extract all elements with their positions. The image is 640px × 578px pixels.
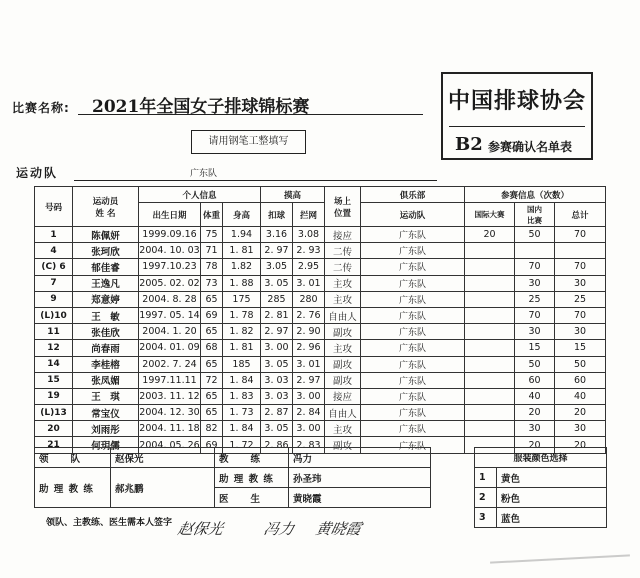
table-row xyxy=(35,421,606,437)
player-weight: 78 xyxy=(201,259,223,275)
player-weight: 82 xyxy=(201,421,223,437)
table-row xyxy=(35,356,606,372)
player-spike: 3. 05 xyxy=(261,275,293,291)
player-birth: 2004. 12. 30 xyxy=(139,405,201,421)
player-intl xyxy=(465,388,515,404)
player-position: 接应 xyxy=(325,388,361,404)
player-total: 20 xyxy=(555,437,606,453)
player-birth: 2003. 11. 12 xyxy=(139,388,201,404)
player-total: 15 xyxy=(555,340,606,356)
player-block: 2. 76 xyxy=(293,307,325,323)
signature-doctor: 黄晓霞 xyxy=(313,520,363,538)
doctor-label: 医 生 xyxy=(215,488,289,508)
player-number: 21 xyxy=(35,437,73,453)
header-athlete-line1: 运动员 xyxy=(92,196,119,207)
player-number: 15 xyxy=(35,372,73,388)
table-row xyxy=(35,291,606,307)
player-number: (L)13 xyxy=(35,405,73,421)
player-block: 2. 84 xyxy=(293,405,325,421)
leader-name: 赵保光 xyxy=(111,448,215,468)
header-number: 号码 xyxy=(35,187,73,227)
player-domestic: 20 xyxy=(515,437,555,453)
player-birth: 2004. 10. 03 xyxy=(139,243,201,259)
player-name: 常宝仪 xyxy=(73,405,139,421)
player-number: 4 xyxy=(35,243,73,259)
player-club: 广东队 xyxy=(361,227,465,243)
player-block: 2.95 xyxy=(293,259,325,275)
player-height: 1. 84 xyxy=(223,421,261,437)
competition-name: 2021年全国女子排球锦标赛 xyxy=(92,97,310,117)
player-height: 185 xyxy=(223,356,261,372)
player-birth: 1999.09.16 xyxy=(139,227,201,243)
player-intl xyxy=(465,356,515,372)
color-row xyxy=(475,488,607,508)
player-weight: 72 xyxy=(201,372,223,388)
staff-row xyxy=(35,448,431,468)
player-number: (C) 6 xyxy=(35,259,73,275)
player-block: 2. 96 xyxy=(293,340,325,356)
header-block: 拦网 xyxy=(293,203,325,227)
player-number: 20 xyxy=(35,421,73,437)
uniform-color-table xyxy=(474,447,607,528)
signature-leader: 赵保光 xyxy=(175,520,225,538)
player-birth: 1997.10.23 xyxy=(139,259,201,275)
player-intl xyxy=(465,372,515,388)
player-intl xyxy=(465,324,515,340)
header-personal: 个人信息 xyxy=(139,187,261,203)
player-birth: 2002. 7. 24 xyxy=(139,356,201,372)
player-spike: 3. 05 xyxy=(261,421,293,437)
header-weight: 体重 xyxy=(201,203,223,227)
player-position: 二传 xyxy=(325,243,361,259)
header-club-team: 运动队 xyxy=(361,203,465,227)
table-row xyxy=(35,372,606,388)
player-spike: 2. 97 xyxy=(261,324,293,340)
player-block: 3. 00 xyxy=(293,421,325,437)
player-position: 主攻 xyxy=(325,291,361,307)
player-height: 175 xyxy=(223,291,261,307)
player-intl xyxy=(465,421,515,437)
player-weight: 65 xyxy=(201,324,223,340)
player-club: 广东队 xyxy=(361,388,465,404)
player-name: 王 琪 xyxy=(73,388,139,404)
player-club: 广东队 xyxy=(361,307,465,323)
header-height: 身高 xyxy=(223,203,261,227)
player-weight: 65 xyxy=(201,405,223,421)
scan-artifact xyxy=(490,554,630,563)
player-block: 3. 01 xyxy=(293,275,325,291)
player-block: 2. 90 xyxy=(293,324,325,340)
player-position: 副攻 xyxy=(325,324,361,340)
player-intl: 20 xyxy=(465,227,515,243)
color-row xyxy=(475,468,607,488)
player-domestic: 50 xyxy=(515,227,555,243)
color-number: 2 xyxy=(475,488,497,508)
association-box xyxy=(441,72,593,160)
player-weight: 68 xyxy=(201,340,223,356)
player-name: 郑意婷 xyxy=(73,291,139,307)
player-height: 1.94 xyxy=(223,227,261,243)
player-position: 主攻 xyxy=(325,421,361,437)
color-row xyxy=(475,508,607,528)
player-domestic: 25 xyxy=(515,291,555,307)
player-name: 刘雨彤 xyxy=(73,421,139,437)
player-weight: 65 xyxy=(201,291,223,307)
player-height: 1.82 xyxy=(223,259,261,275)
player-height: 1. 73 xyxy=(223,405,261,421)
player-weight: 71 xyxy=(201,243,223,259)
table-row xyxy=(35,227,606,243)
header-domestic-line2: 比赛 xyxy=(527,215,543,225)
player-club: 广东队 xyxy=(361,340,465,356)
table-row xyxy=(35,259,606,275)
header-participation: 参赛信息（次数） xyxy=(465,187,606,203)
player-block: 280 xyxy=(293,291,325,307)
team-underline xyxy=(74,180,437,181)
color-value: 黄色 xyxy=(497,468,607,488)
table-row xyxy=(35,275,606,291)
player-club: 广东队 xyxy=(361,324,465,340)
player-intl xyxy=(465,307,515,323)
player-club: 广东队 xyxy=(361,437,465,453)
player-total xyxy=(555,243,606,259)
player-spike: 3. 05 xyxy=(261,356,293,372)
player-total: 60 xyxy=(555,372,606,388)
player-spike: 3.16 xyxy=(261,227,293,243)
player-club: 广东队 xyxy=(361,243,465,259)
player-block: 3. 01 xyxy=(293,356,325,372)
player-height: 1. 81 xyxy=(223,340,261,356)
color-value: 蓝色 xyxy=(497,508,607,528)
player-number: 12 xyxy=(35,340,73,356)
staff-table xyxy=(34,447,431,508)
player-height: 1. 84 xyxy=(223,372,261,388)
competition-underline xyxy=(78,114,423,115)
player-total: 30 xyxy=(555,324,606,340)
header-reach: 摸高 xyxy=(261,187,325,203)
player-domestic xyxy=(515,243,555,259)
player-club: 广东队 xyxy=(361,405,465,421)
player-total: 70 xyxy=(555,259,606,275)
player-total: 70 xyxy=(555,307,606,323)
form-title: 参赛确认名单表 xyxy=(488,140,573,154)
player-number: 19 xyxy=(35,388,73,404)
player-number: 9 xyxy=(35,291,73,307)
table-row xyxy=(35,243,606,259)
player-position: 主攻 xyxy=(325,340,361,356)
player-position: 自由人 xyxy=(325,405,361,421)
leader-label: 领 队 xyxy=(35,448,111,468)
header-spike: 扣球 xyxy=(261,203,293,227)
player-weight: 73 xyxy=(201,275,223,291)
player-name: 王逸凡 xyxy=(73,275,139,291)
player-total: 20 xyxy=(555,405,606,421)
header-intl: 国际大赛 xyxy=(465,203,515,227)
player-total: 25 xyxy=(555,291,606,307)
player-spike: 2. 86 xyxy=(261,437,293,453)
player-position: 副攻 xyxy=(325,372,361,388)
player-domestic: 70 xyxy=(515,259,555,275)
form-code: B2 xyxy=(455,134,483,155)
player-birth: 1997. 05. 14 xyxy=(139,307,201,323)
player-position: 副攻 xyxy=(325,437,361,453)
color-value: 粉色 xyxy=(497,488,607,508)
header-athlete-line2: 姓 名 xyxy=(95,208,116,219)
team-value: 广东队 xyxy=(190,169,218,179)
player-position: 主攻 xyxy=(325,275,361,291)
assistant-label: 助 理 教 练 xyxy=(35,468,111,508)
player-weight: 69 xyxy=(201,307,223,323)
player-spike: 3.05 xyxy=(261,259,293,275)
player-block: 2. 83 xyxy=(293,437,325,453)
player-number: 1 xyxy=(35,227,73,243)
player-weight: 69 xyxy=(201,437,223,453)
header-club: 俱乐部 xyxy=(361,187,465,203)
player-total: 50 xyxy=(555,356,606,372)
player-name: 郁佳睿 xyxy=(73,259,139,275)
player-club: 广东队 xyxy=(361,275,465,291)
player-number: 7 xyxy=(35,275,73,291)
player-club: 广东队 xyxy=(361,421,465,437)
color-number: 1 xyxy=(475,468,497,488)
player-domestic: 70 xyxy=(515,307,555,323)
player-block: 2. 93 xyxy=(293,243,325,259)
uniform-color-title: 服装颜色选择 xyxy=(475,448,607,468)
player-number: 14 xyxy=(35,356,73,372)
player-height: 1. 81 xyxy=(223,243,261,259)
assistant2-label: 助 理 教 练 xyxy=(215,468,289,488)
player-weight: 75 xyxy=(201,227,223,243)
player-name: 陈佩妍 xyxy=(73,227,139,243)
coach-label: 教 练 xyxy=(215,448,289,468)
assistant2-name: 孙圣玮 xyxy=(289,468,431,488)
player-weight: 65 xyxy=(201,388,223,404)
player-domestic: 30 xyxy=(515,324,555,340)
staff-row xyxy=(35,468,431,488)
player-domestic: 15 xyxy=(515,340,555,356)
player-position: 副攻 xyxy=(325,356,361,372)
player-name: 李桂榕 xyxy=(73,356,139,372)
signature-label: 领队、主教练、医生需本人签字 xyxy=(46,518,173,528)
player-spike: 3. 03 xyxy=(261,388,293,404)
player-height: 1. 72 xyxy=(223,437,261,453)
player-name: 张佳欣 xyxy=(73,324,139,340)
player-height: 1. 83 xyxy=(223,388,261,404)
header-domestic xyxy=(515,203,555,227)
player-intl xyxy=(465,243,515,259)
player-number: 11 xyxy=(35,324,73,340)
table-row xyxy=(35,340,606,356)
player-spike: 2. 97 xyxy=(261,243,293,259)
player-number: (L)10 xyxy=(35,307,73,323)
assistant-name: 郝兆鹏 xyxy=(111,468,215,508)
player-birth: 1997.11.11 xyxy=(139,372,201,388)
table-row xyxy=(35,405,606,421)
player-position: 二传 xyxy=(325,259,361,275)
header-athlete xyxy=(73,187,139,227)
color-number: 3 xyxy=(475,508,497,528)
player-total: 70 xyxy=(555,227,606,243)
signature-coach: 冯力 xyxy=(261,520,296,538)
association-name: 中国排球协会 xyxy=(447,89,586,114)
player-intl xyxy=(465,405,515,421)
player-spike: 2. 81 xyxy=(261,307,293,323)
player-domestic: 30 xyxy=(515,421,555,437)
player-club: 广东队 xyxy=(361,372,465,388)
table-row xyxy=(35,388,606,404)
roster-table xyxy=(34,186,606,454)
roster-body xyxy=(35,227,606,454)
player-block: 3.08 xyxy=(293,227,325,243)
player-birth: 2004. 1. 20 xyxy=(139,324,201,340)
player-position: 接应 xyxy=(325,227,361,243)
team-label: 运动队 xyxy=(16,166,59,180)
header-position-line2: 位置 xyxy=(334,208,352,219)
player-domestic: 40 xyxy=(515,388,555,404)
player-name: 王 敏 xyxy=(73,307,139,323)
player-height: 1. 78 xyxy=(223,307,261,323)
pen-instruction: 请用钢笔工整填写 xyxy=(191,130,306,154)
doctor-name: 黄晓霞 xyxy=(289,488,431,508)
table-row xyxy=(35,307,606,323)
player-domestic: 60 xyxy=(515,372,555,388)
player-domestic: 20 xyxy=(515,405,555,421)
header-position xyxy=(325,187,361,227)
player-spike: 2. 87 xyxy=(261,405,293,421)
player-birth: 2004. 05. 26 xyxy=(139,437,201,453)
competition-label: 比赛名称: xyxy=(12,101,70,115)
player-height: 1. 82 xyxy=(223,324,261,340)
player-intl xyxy=(465,259,515,275)
player-domestic: 30 xyxy=(515,275,555,291)
player-intl xyxy=(465,275,515,291)
player-spike: 3. 00 xyxy=(261,340,293,356)
player-birth: 2004. 8. 28 xyxy=(139,291,201,307)
player-block: 3. 00 xyxy=(293,388,325,404)
player-name: 何玥儒 xyxy=(73,437,139,453)
player-club: 广东队 xyxy=(361,291,465,307)
player-total: 40 xyxy=(555,388,606,404)
player-birth: 2005. 02. 02 xyxy=(139,275,201,291)
player-total: 30 xyxy=(555,421,606,437)
player-height: 1. 88 xyxy=(223,275,261,291)
player-name: 尚春雨 xyxy=(73,340,139,356)
player-name: 张凤媚 xyxy=(73,372,139,388)
player-club: 广东队 xyxy=(361,259,465,275)
player-name: 张珂欣 xyxy=(73,243,139,259)
player-intl xyxy=(465,291,515,307)
player-domestic: 50 xyxy=(515,356,555,372)
player-spike: 3. 03 xyxy=(261,372,293,388)
player-position: 自由人 xyxy=(325,307,361,323)
player-total: 30 xyxy=(555,275,606,291)
header-total: 总计 xyxy=(555,203,606,227)
player-birth: 2004. 11. 18 xyxy=(139,421,201,437)
association-divider xyxy=(449,126,585,127)
header-position-line1: 场上 xyxy=(334,196,352,207)
header-domestic-line1: 国内 xyxy=(527,204,543,214)
coach-name: 冯力 xyxy=(289,448,431,468)
player-block: 2. 97 xyxy=(293,372,325,388)
header-birth: 出生日期 xyxy=(139,203,201,227)
player-birth: 2004. 01. 09 xyxy=(139,340,201,356)
player-intl xyxy=(465,340,515,356)
table-row xyxy=(35,324,606,340)
player-weight: 65 xyxy=(201,356,223,372)
player-spike: 285 xyxy=(261,291,293,307)
player-club: 广东队 xyxy=(361,356,465,372)
